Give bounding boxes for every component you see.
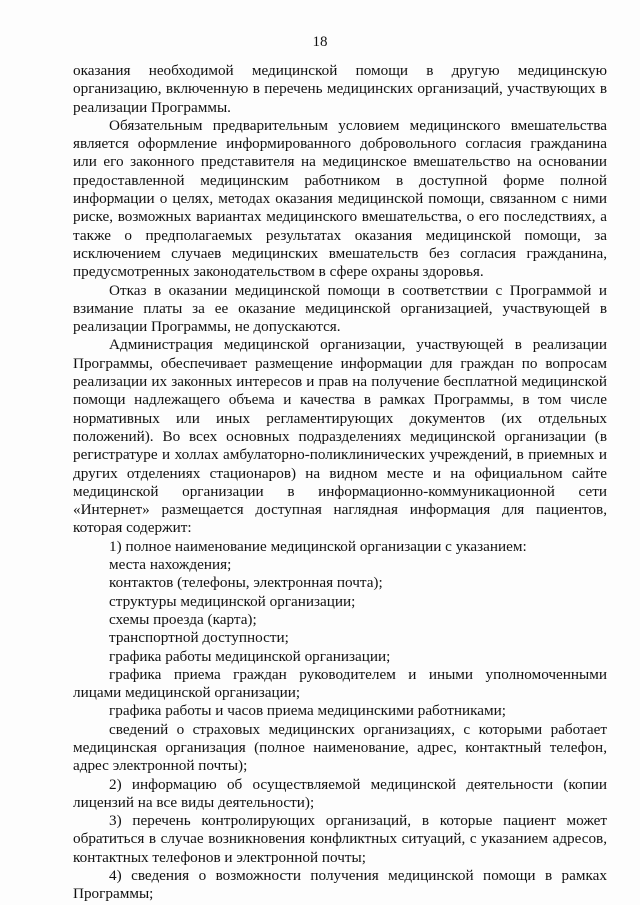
list-item: графика работы медицинской организации;	[109, 647, 391, 665]
list-item: 2) информацию об осуществляемой медицинской деятельности (копии лицензий на все виды деятельности);	[73, 775, 607, 811]
list-item: 3) перечень контролирующих организаций, в которые пациент может обратиться в случае возникновения конфликтных ситуаций, с указанием адресов, контактных телефонов и электронной почты;	[73, 812, 607, 866]
document-body	[73, 62, 607, 904]
paragraph: Обязательным предварительным условием медицинского вмешательства является оформление информированного добровольного согласия гражданина или его законного представителя на медицинское вмешательство на основании предоставленной медицинским работником в доступной форме полной информации о целях, методах оказания медицинской помощи, связанном с ними риске, возможных вариантах медицинского вмешательства, о его последствиях, а также о предполагаемых результатах оказания медицинской помощи, за исключением случаев медицинских вмешательств без согласия гражданина, предусмотренных законодательством в сфере охраны здоровья.	[73, 116, 607, 281]
list-item: структуры медицинской организации;	[109, 592, 356, 610]
paragraph: оказания необходимой медицинской помощи в другую медицинскую организацию, включенную в перечень медицинских организаций, участвующих в реализации Программы.	[73, 62, 607, 116]
page-number: 18	[312, 34, 328, 50]
list-item: места нахождения;	[109, 556, 232, 574]
list-item: 4) сведения о возможности получения медицинской помощи в рамках Программы;	[73, 867, 607, 903]
list-item: схемы проезда (карта);	[109, 610, 257, 628]
list-item: графика приема граждан руководителем и иными уполномоченными лицами медицинской организации;	[73, 665, 607, 702]
list-item: сведений о страховых медицинских организациях, с которыми работает медицинская организация (полное наименование, адрес, контактный телефон, адрес электронной почты);	[73, 720, 607, 775]
paragraph: Отказ в оказании медицинской помощи в соответствии с Программой и взимание платы за ее оказание медицинской организацией, участвующей в реализации Программы, не допускаются.	[73, 281, 607, 336]
list-item: контактов (телефоны, электронная почта);	[109, 574, 383, 592]
paragraph: Администрация медицинской организации, участвующей в реализации Программы, обеспечивает размещение информации для граждан по вопросам реализации их законных интересов и прав на получение бесплатной медицинской помощи надлежащего объема и качества в рамках Программы, в том числе нормативных или иных регламентирующих документов (их отдельных положений). Во всех основных подразделениях медицинской организации (в регистратуре и холлах амбулаторно-поликлинических учреждений, в приемных и других отделениях стационаров) на видном месте и на официальном сайте медицинской организации в информационно-коммуникационной сети «Интернет» размещается доступная наглядная информация для пациентов, которая содержит:	[73, 336, 607, 537]
list-item: 1) полное наименование медицинской организации с указанием:	[109, 537, 527, 555]
list-item: транспортной доступности;	[109, 629, 289, 647]
list-item: графика работы и часов приема медицинскими работниками;	[109, 702, 506, 720]
